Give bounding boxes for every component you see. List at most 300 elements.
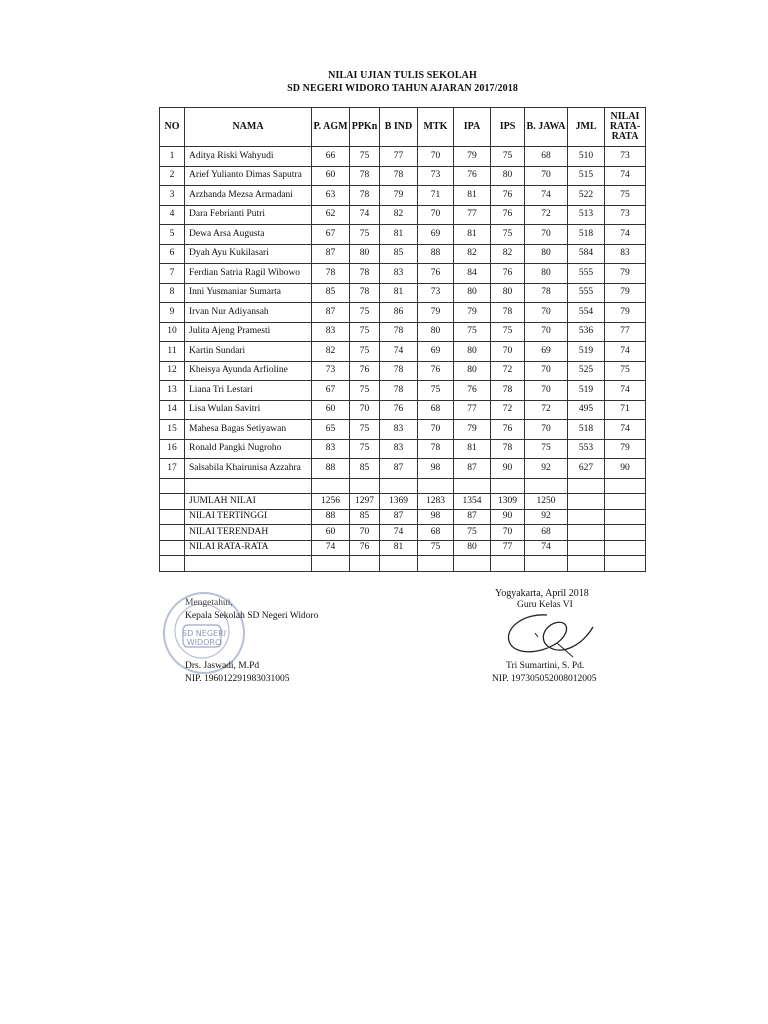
empty-cell xyxy=(160,540,185,556)
table-cell: 74 xyxy=(380,525,418,541)
column-header: B IND xyxy=(380,108,418,147)
summary-row xyxy=(160,494,646,510)
table-cell: 76 xyxy=(454,166,491,186)
table-cell: 9 xyxy=(160,303,185,323)
table-cell: 72 xyxy=(525,400,568,420)
table-cell xyxy=(568,525,605,541)
table-cell: 90 xyxy=(491,509,525,525)
student-name-cell: Mahesa Bagas Setiyawan xyxy=(185,420,312,440)
table-cell: 68 xyxy=(418,525,454,541)
table-row xyxy=(160,361,646,381)
table-cell: 555 xyxy=(568,283,605,303)
table-body xyxy=(160,147,646,572)
empty-cell xyxy=(312,478,350,494)
empty-cell xyxy=(568,556,605,572)
left-sign-name: Drs. Jaswadi, M.Pd xyxy=(185,661,260,671)
table-cell: 83 xyxy=(380,264,418,284)
table-row xyxy=(160,186,646,206)
table-cell: 13 xyxy=(160,381,185,401)
stamp-text-2: WIDORO xyxy=(186,637,222,647)
table-cell xyxy=(605,494,646,510)
table-cell: 77 xyxy=(454,205,491,225)
table-cell xyxy=(568,540,605,556)
table-cell: 60 xyxy=(312,525,350,541)
empty-cell xyxy=(418,556,454,572)
table-cell: 80 xyxy=(491,283,525,303)
grades-table xyxy=(159,107,646,572)
table-cell: 73 xyxy=(605,205,646,225)
table-cell: 63 xyxy=(312,186,350,206)
table-cell: 76 xyxy=(454,381,491,401)
teacher-signature xyxy=(495,605,600,660)
table-cell: 74 xyxy=(525,186,568,206)
table-cell: 98 xyxy=(418,509,454,525)
table-cell: 80 xyxy=(525,244,568,264)
table-cell: 74 xyxy=(605,420,646,440)
table-cell: 88 xyxy=(312,459,350,479)
table-cell: 90 xyxy=(605,459,646,479)
table-cell: 83 xyxy=(380,420,418,440)
table-cell: 4 xyxy=(160,205,185,225)
table-row xyxy=(160,147,646,167)
empty-cell xyxy=(185,556,312,572)
table-cell: 1 xyxy=(160,147,185,167)
table-cell: 510 xyxy=(568,147,605,167)
table-cell: 78 xyxy=(418,439,454,459)
table-cell: 79 xyxy=(454,147,491,167)
table-cell: 79 xyxy=(454,303,491,323)
column-header: B. JAWA xyxy=(525,108,568,147)
table-cell: 76 xyxy=(491,420,525,440)
table-cell: 79 xyxy=(605,283,646,303)
table-cell: 60 xyxy=(312,400,350,420)
table-cell: 74 xyxy=(350,205,380,225)
table-cell: 72 xyxy=(491,400,525,420)
table-cell: 78 xyxy=(380,166,418,186)
table-cell: 68 xyxy=(418,400,454,420)
table-cell: 75 xyxy=(350,342,380,362)
table-cell: 74 xyxy=(605,225,646,245)
table-cell: 555 xyxy=(568,264,605,284)
table-cell: 6 xyxy=(160,244,185,264)
table-cell: 81 xyxy=(454,186,491,206)
table-cell: 515 xyxy=(568,166,605,186)
empty-cell xyxy=(605,478,646,494)
table-cell: 83 xyxy=(605,244,646,264)
right-sign-nip: NIP. 197305052008012005 xyxy=(492,674,597,684)
table-row xyxy=(160,205,646,225)
table-cell: 495 xyxy=(568,400,605,420)
table-row xyxy=(160,283,646,303)
table-cell: 79 xyxy=(454,420,491,440)
student-name-cell: Aditya Riski Wahyudi xyxy=(185,147,312,167)
table-cell: 5 xyxy=(160,225,185,245)
table-cell: 75 xyxy=(350,322,380,342)
table-cell: 1283 xyxy=(418,494,454,510)
table-cell: 17 xyxy=(160,459,185,479)
table-cell: 77 xyxy=(454,400,491,420)
table-row xyxy=(160,244,646,264)
table-cell xyxy=(568,509,605,525)
table-cell: 87 xyxy=(312,244,350,264)
empty-cell xyxy=(185,478,312,494)
summary-label-cell: NILAI TERTINGGI xyxy=(185,509,312,525)
table-cell: 75 xyxy=(418,540,454,556)
right-sign-role: Guru Kelas VI xyxy=(517,600,573,610)
summary-row xyxy=(160,540,646,556)
table-cell: 74 xyxy=(312,540,350,556)
student-name-cell: Arzhanda Mezsa Armadani xyxy=(185,186,312,206)
table-cell: 80 xyxy=(454,540,491,556)
blank-row xyxy=(160,556,646,572)
column-header: IPS xyxy=(491,108,525,147)
table-cell: 78 xyxy=(380,322,418,342)
table-cell: 76 xyxy=(350,361,380,381)
table-cell: 92 xyxy=(525,459,568,479)
table-cell: 518 xyxy=(568,225,605,245)
empty-cell xyxy=(350,478,380,494)
student-name-cell: Ferdian Satria Ragil Wibowo xyxy=(185,264,312,284)
table-cell: 78 xyxy=(350,283,380,303)
table-cell: 92 xyxy=(525,509,568,525)
table-cell: 73 xyxy=(418,283,454,303)
table-cell: 78 xyxy=(312,264,350,284)
table-cell: 74 xyxy=(605,166,646,186)
right-place-date: Yogyakarta, April 2018 xyxy=(495,588,589,599)
table-cell: 2 xyxy=(160,166,185,186)
student-name-cell: Julita Ajeng Pramesti xyxy=(185,322,312,342)
table-cell: 76 xyxy=(380,400,418,420)
table-cell: 80 xyxy=(350,244,380,264)
table-cell: 87 xyxy=(380,459,418,479)
table-cell: 74 xyxy=(605,381,646,401)
table-cell: 513 xyxy=(568,205,605,225)
table-cell: 79 xyxy=(380,186,418,206)
table-cell: 1354 xyxy=(454,494,491,510)
right-sign-name: Tri Sumartini, S. Pd. xyxy=(506,661,585,671)
table-cell: 76 xyxy=(491,186,525,206)
table-cell: 70 xyxy=(418,205,454,225)
table-cell: 75 xyxy=(491,225,525,245)
table-cell: 75 xyxy=(605,186,646,206)
table-cell: 1256 xyxy=(312,494,350,510)
table-cell: 82 xyxy=(312,342,350,362)
table-cell: 75 xyxy=(605,361,646,381)
table-cell: 8 xyxy=(160,283,185,303)
summary-row xyxy=(160,509,646,525)
table-cell: 75 xyxy=(350,303,380,323)
table-cell: 75 xyxy=(491,322,525,342)
table-cell: 75 xyxy=(350,439,380,459)
table-cell: 78 xyxy=(491,439,525,459)
table-cell: 70 xyxy=(525,225,568,245)
table-cell: 74 xyxy=(525,540,568,556)
student-name-cell: Dara Febrianti Putri xyxy=(185,205,312,225)
table-cell: 69 xyxy=(418,225,454,245)
table-cell: 83 xyxy=(380,439,418,459)
table-cell: 81 xyxy=(454,439,491,459)
table-cell: 90 xyxy=(491,459,525,479)
column-header: NAMA xyxy=(185,108,312,147)
table-row xyxy=(160,342,646,362)
table-cell: 11 xyxy=(160,342,185,362)
table-cell: 88 xyxy=(312,509,350,525)
table-cell: 82 xyxy=(491,244,525,264)
table-cell: 70 xyxy=(491,525,525,541)
table-cell: 554 xyxy=(568,303,605,323)
table-cell: 82 xyxy=(380,205,418,225)
table-cell: 67 xyxy=(312,225,350,245)
table-cell: 1250 xyxy=(525,494,568,510)
table-cell: 78 xyxy=(525,283,568,303)
table-cell: 78 xyxy=(491,303,525,323)
table-cell: 76 xyxy=(418,361,454,381)
student-name-cell: Kartin Sundari xyxy=(185,342,312,362)
table-cell: 75 xyxy=(454,322,491,342)
empty-cell xyxy=(160,556,185,572)
table-cell: 519 xyxy=(568,342,605,362)
table-header-row xyxy=(160,108,646,147)
table-cell: 87 xyxy=(454,459,491,479)
empty-cell xyxy=(312,556,350,572)
table-cell: 75 xyxy=(350,381,380,401)
column-header: IPA xyxy=(454,108,491,147)
table-cell xyxy=(605,509,646,525)
summary-label-cell: JUMLAH NILAI xyxy=(185,494,312,510)
empty-cell xyxy=(380,556,418,572)
table-cell: 1309 xyxy=(491,494,525,510)
table-cell: 80 xyxy=(454,342,491,362)
table-cell: 80 xyxy=(491,166,525,186)
table-cell: 70 xyxy=(525,420,568,440)
table-cell: 69 xyxy=(418,342,454,362)
empty-cell xyxy=(525,478,568,494)
document-title: NILAI UJIAN TULIS SEKOLAH xyxy=(328,70,477,81)
table-cell: 70 xyxy=(350,400,380,420)
table-cell: 78 xyxy=(350,264,380,284)
table-cell: 85 xyxy=(380,244,418,264)
table-cell: 68 xyxy=(525,147,568,167)
empty-cell xyxy=(491,556,525,572)
summary-label-cell: NILAI TERENDAH xyxy=(185,525,312,541)
table-cell: 81 xyxy=(380,225,418,245)
table-cell: 553 xyxy=(568,439,605,459)
table-cell: 98 xyxy=(418,459,454,479)
table-cell: 70 xyxy=(350,525,380,541)
student-name-cell: Dewa Arsa Augusta xyxy=(185,225,312,245)
table-cell: 75 xyxy=(525,439,568,459)
table-row xyxy=(160,439,646,459)
table-cell: 62 xyxy=(312,205,350,225)
student-name-cell: Salsabila Khairunisa Azzahra xyxy=(185,459,312,479)
table-cell: 77 xyxy=(491,540,525,556)
table-cell: 86 xyxy=(380,303,418,323)
table-cell: 3 xyxy=(160,186,185,206)
table-cell: 74 xyxy=(380,342,418,362)
table-cell: 76 xyxy=(350,540,380,556)
table-row xyxy=(160,400,646,420)
empty-cell xyxy=(525,556,568,572)
table-cell: 70 xyxy=(525,381,568,401)
table-cell: 78 xyxy=(491,381,525,401)
table-cell: 80 xyxy=(454,361,491,381)
summary-label-cell: NILAI RATA-RATA xyxy=(185,540,312,556)
empty-cell xyxy=(350,556,380,572)
table-cell: 536 xyxy=(568,322,605,342)
student-name-cell: Arief Yulianto Dimas Saputra xyxy=(185,166,312,186)
table-cell xyxy=(605,540,646,556)
table-row xyxy=(160,264,646,284)
column-header: P. AGM xyxy=(312,108,350,147)
table-cell: 60 xyxy=(312,166,350,186)
table-cell: 627 xyxy=(568,459,605,479)
table-cell: 72 xyxy=(491,361,525,381)
column-header: JML xyxy=(568,108,605,147)
stamp-text-1: SD NEGERI xyxy=(182,629,226,638)
table-cell: 79 xyxy=(418,303,454,323)
table-cell: 70 xyxy=(525,303,568,323)
document-subtitle: SD NEGERI WIDORO TAHUN AJARAN 2017/2018 xyxy=(287,83,518,94)
table-cell: 65 xyxy=(312,420,350,440)
summary-row xyxy=(160,525,646,541)
empty-cell xyxy=(160,525,185,541)
table-cell: 522 xyxy=(568,186,605,206)
student-name-cell: Irvan Nur Adiyansah xyxy=(185,303,312,323)
table-cell: 81 xyxy=(454,225,491,245)
table-cell: 75 xyxy=(418,381,454,401)
table-cell: 87 xyxy=(380,509,418,525)
table-cell: 75 xyxy=(491,147,525,167)
table-cell: 73 xyxy=(605,147,646,167)
table-cell: 76 xyxy=(491,264,525,284)
left-sign-label: Mengetahui, xyxy=(185,598,233,608)
table-cell: 1297 xyxy=(350,494,380,510)
empty-cell xyxy=(605,556,646,572)
left-sign-nip: NIP. 196012291983031005 xyxy=(185,674,290,684)
empty-cell xyxy=(160,478,185,494)
student-name-cell: Ronald Pangki Nugroho xyxy=(185,439,312,459)
table-cell: 76 xyxy=(418,264,454,284)
table-cell: 77 xyxy=(605,322,646,342)
empty-cell xyxy=(568,478,605,494)
table-cell: 79 xyxy=(605,264,646,284)
table-cell: 83 xyxy=(312,322,350,342)
table-row xyxy=(160,459,646,479)
empty-cell xyxy=(160,509,185,525)
table-cell: 10 xyxy=(160,322,185,342)
table-cell: 77 xyxy=(380,147,418,167)
table-cell xyxy=(605,525,646,541)
table-cell: 75 xyxy=(454,525,491,541)
table-cell: 73 xyxy=(312,361,350,381)
table-cell: 81 xyxy=(380,540,418,556)
column-header: PPKn xyxy=(350,108,380,147)
table-cell: 87 xyxy=(454,509,491,525)
table-cell: 76 xyxy=(491,205,525,225)
table-cell: 78 xyxy=(380,381,418,401)
table-cell: 78 xyxy=(380,361,418,381)
table-cell: 519 xyxy=(568,381,605,401)
student-name-cell: Liana Tri Lestari xyxy=(185,381,312,401)
table-cell: 70 xyxy=(525,361,568,381)
table-cell: 79 xyxy=(605,303,646,323)
student-name-cell: Lisa Wulan Savitri xyxy=(185,400,312,420)
table-cell: 70 xyxy=(525,322,568,342)
table-cell: 73 xyxy=(418,166,454,186)
table-cell: 88 xyxy=(418,244,454,264)
table-cell: 67 xyxy=(312,381,350,401)
table-cell: 84 xyxy=(454,264,491,284)
empty-cell xyxy=(491,478,525,494)
table-cell: 70 xyxy=(418,147,454,167)
table-cell: 16 xyxy=(160,439,185,459)
table-cell: 78 xyxy=(350,166,380,186)
table-cell: 69 xyxy=(525,342,568,362)
table-cell: 12 xyxy=(160,361,185,381)
table-cell: 7 xyxy=(160,264,185,284)
table-cell: 75 xyxy=(350,225,380,245)
table-row xyxy=(160,225,646,245)
table-row xyxy=(160,381,646,401)
table-cell: 66 xyxy=(312,147,350,167)
table-cell: 72 xyxy=(525,205,568,225)
empty-cell xyxy=(454,556,491,572)
table-cell: 79 xyxy=(605,439,646,459)
table-cell: 75 xyxy=(350,420,380,440)
student-name-cell: Dyah Ayu Kukilasari xyxy=(185,244,312,264)
student-name-cell: Kheisya Ayunda Arfioline xyxy=(185,361,312,381)
table-cell: 70 xyxy=(418,420,454,440)
student-name-cell: Inni Yusmaniar Sumarta xyxy=(185,283,312,303)
empty-cell xyxy=(380,478,418,494)
table-cell: 71 xyxy=(605,400,646,420)
empty-cell xyxy=(418,478,454,494)
column-header: NILAI RATA-RATA xyxy=(605,108,646,147)
table-cell: 81 xyxy=(380,283,418,303)
table-cell: 70 xyxy=(525,166,568,186)
table-cell: 80 xyxy=(454,283,491,303)
table-cell: 74 xyxy=(605,342,646,362)
table-cell: 71 xyxy=(418,186,454,206)
table-row xyxy=(160,303,646,323)
table-cell: 80 xyxy=(525,264,568,284)
table-row xyxy=(160,166,646,186)
table-cell: 70 xyxy=(491,342,525,362)
table-cell: 1369 xyxy=(380,494,418,510)
table-cell: 83 xyxy=(312,439,350,459)
table-cell: 525 xyxy=(568,361,605,381)
table-row xyxy=(160,322,646,342)
table-cell xyxy=(568,494,605,510)
column-header: NO xyxy=(160,108,185,147)
table-cell: 14 xyxy=(160,400,185,420)
table-cell: 85 xyxy=(312,283,350,303)
table-cell: 85 xyxy=(350,509,380,525)
empty-cell xyxy=(454,478,491,494)
table-cell: 68 xyxy=(525,525,568,541)
column-header: MTK xyxy=(418,108,454,147)
blank-row xyxy=(160,478,646,494)
table-cell: 584 xyxy=(568,244,605,264)
table-cell: 87 xyxy=(312,303,350,323)
table-cell: 85 xyxy=(350,459,380,479)
table-cell: 82 xyxy=(454,244,491,264)
table-cell: 15 xyxy=(160,420,185,440)
table-row xyxy=(160,420,646,440)
left-sign-role: Kepala Sekolah SD Negeri Widoro xyxy=(185,611,319,621)
table-cell: 75 xyxy=(350,147,380,167)
table-cell: 518 xyxy=(568,420,605,440)
